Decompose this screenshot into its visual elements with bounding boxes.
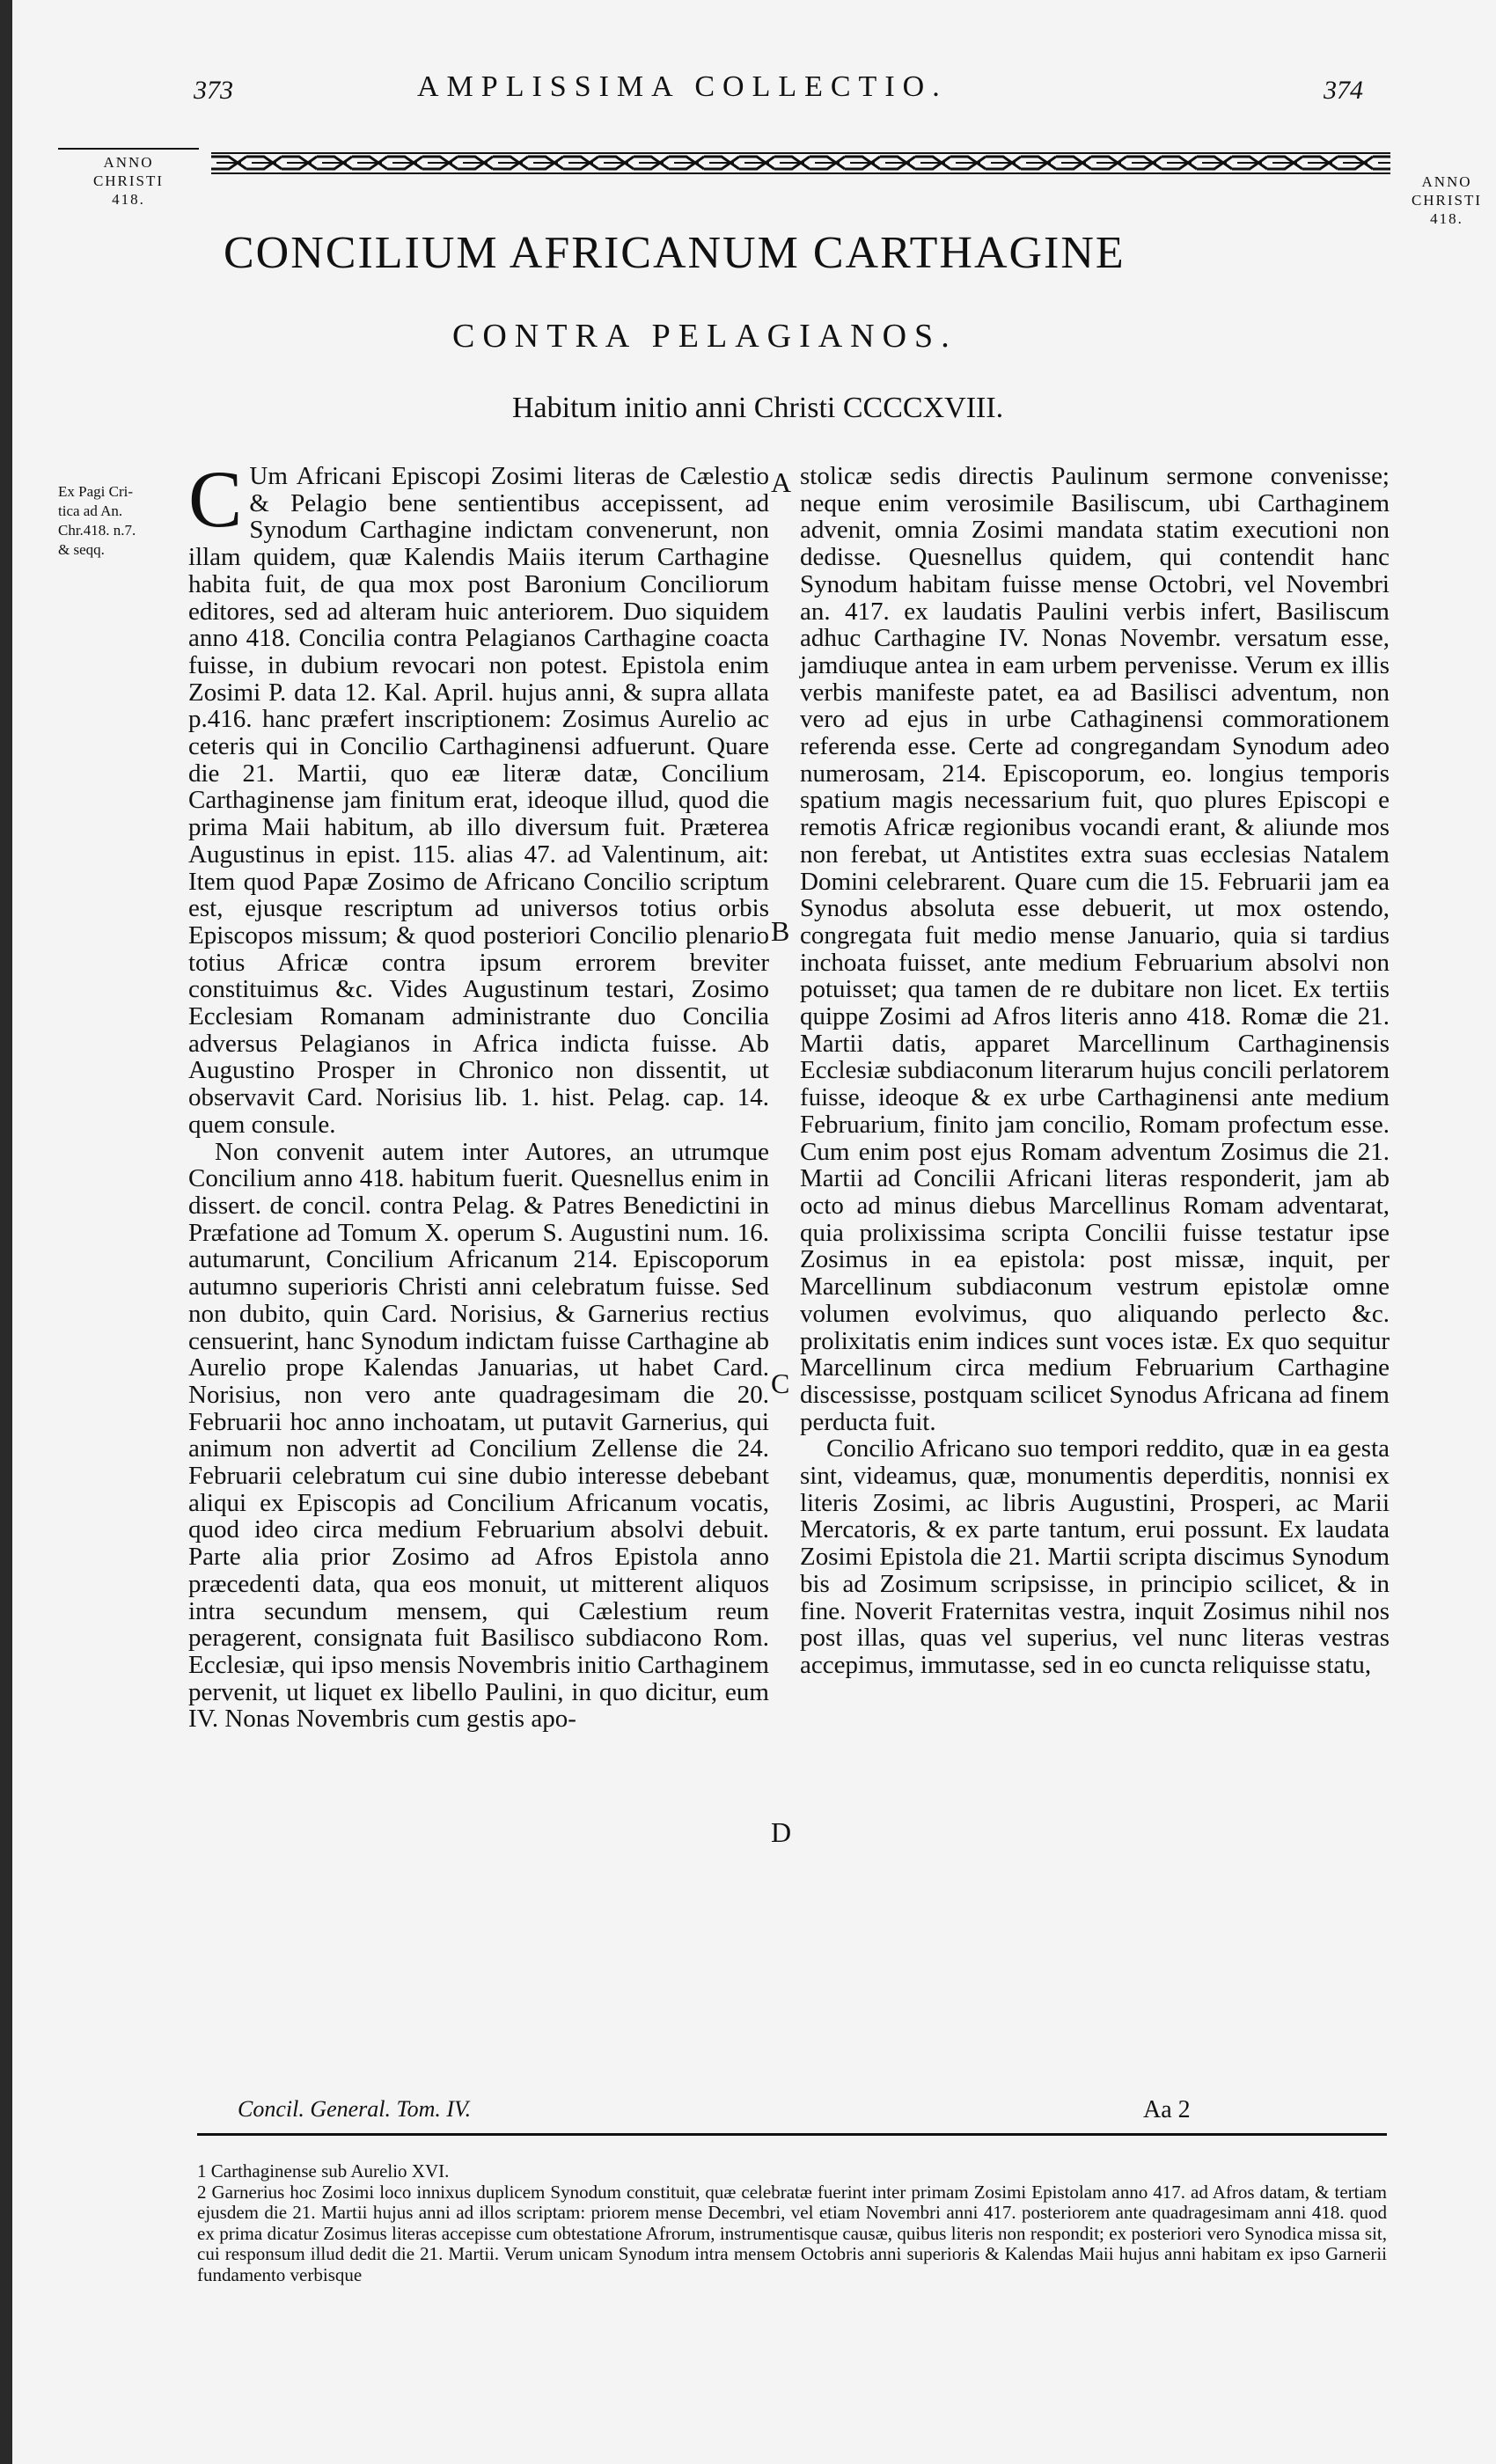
margin-letter-a: A xyxy=(771,466,792,498)
footnote-2: 2 Garnerius hoc Zosimi loco innixus duplicem Synodum constituit, quæ celebratæ fuerint inter primam Zosimi Epistolam anno 417. ad Afros datam, & tertiam ejusdem die 21. Martii hujus anni ad illos scriptam: priorem mense Decembri, vel etiam Novembri anni 417. posteriorem ante quadragesimam anni 418. quod ex prima dicatur Zosimus literas accepisse cum obtestatione Afrorum, instrumentisque causæ, quibus literis non respondit; ex posteriori vero Synodica missa sit, cui responsum illud dedit die 21. Martii. Verum unicam Synodum intra mensem Octobris anni superioris & Kalendas Maii hujus anni habitam ex ipso Garnerii fundamento verbisque xyxy=(197,2181,1387,2285)
anno-christi-left: ANNO CHRISTI 418. xyxy=(58,148,199,209)
footnote-rule xyxy=(197,2133,1387,2136)
document-page xyxy=(12,0,1496,2464)
header-ornament-rule xyxy=(211,151,1390,174)
left-paragraph-1: C Um Africani Episcopi Zosimi literas de Cælestio & Pelagio bene sentientibus accepissent, ad Synodum Carthagine indictam convenerunt, non illam quidem, quæ Kalendis Maiis iterum Carthagine habita fuit, de qua mox post Baronium Conciliorum editores, sed ad alteram huic anteriorem. Duo siquidem anno 418. Concilia contra Pelagianos Carthagine coacta fuisse, in dubium revocari non potest. Epistola enim Zosimi P. data 12. Kal. April. hujus anni, & supra allata p.416. hanc præfert inscriptionem: Zosimus Aurelio ac ceteris qui in Concilio Carthaginensi adfuerunt. Quare die 21. Martii, quo eæ literæ datæ, Concilium Carthaginense jam finitum erat, ideoque illud, quod die prima Maii habitum, ab illo diversum fuit. Præterea Augustinus in epist. 115. alias 47. ad Valentinum, ait: Item quod Papæ Zosimo de Africano Concilio scriptum est, ejusque rescriptum ad universos totius orbis Episcopos missum; & quod posteriori Concilio plenario totius Africæ contra ipsum errorem breviter constituimus &c. Vides Augustinum testari, Zosimo Ecclesiam Romanam administrante duo Concilia adversus Pelagianos in Africa indicta fuisse. Ab Augustino Prosper in Chronico non dissentit, ut observavit Card. Norisius lib. 1. hist. Pelag. cap. 14. quem consule. xyxy=(188,454,769,1139)
document-title: CONCILIUM AFRICANUM CARTHAGINE xyxy=(224,228,1126,278)
right-paragraph-2: Concilio Africano suo tempori reddito, quæ in ea gesta sint, videamus, quæ, monumentis deperditis, nonnisi ex literis Zosimi, ac libris Augustini, Prosperi, ac Marii Mercatoris, & ex parte tantum, erui possunt. Ex laudata Zosimi Epistola die 21. Martii scripta discimus Synodum bis ad Zosimum scripsisse, in principio scilicet, & in fine. Noverit Fraternitas vestra, inquit Zosimus nihil nos post illas, quas vel superius, vel nunc literas vestras accepimus, immutasse, sed in eo cuncta reliquisse statu, xyxy=(800,1434,1390,1679)
document-subtitle: CONTRA PELAGIANOS. xyxy=(452,318,957,355)
right-paragraph-1: stolicæ sedis directis Paulinum sermone convenisse; neque enim verosimile Basiliscum, ubi Carthaginem advenit, omnia Zosimi mandata statim executioni non dedisse. Quesnellus quidem, qui contendit hanc Synodum habitam fuisse mense Octobri, vel Novembri an. 417. ex laudatis Paulini verbis infert, Basiliscum adhuc Carthagine IV. Nonas Novembr. versatum esse, jamdiuque antea in eam urbem pervenisse. Verum ex illis verbis manifeste patet, ea ad Basilisci adventum, non vero ad ejus in urbe Cathaginensi commorationem referenda esse. Certe ad congregandam Synodum adeo numerosam, 214. Episcoporum, eo. longius temporis spatium magis necessarium fuit, quo plures Episcopi e remotis Africæ regionibus vocandi erant, & aliunde mos non ferebat, ut Antistites extra suas ecclesias Natalem Domini celebrarent. Quare cum die 15. Februarii jam ea Synodus absoluta esse debuerit, ut mox ostendo, congregata fuit medio mense Januario, quia si tardius inchoata fuisset, ante medium Februarium absolvi non potuisset; qua tamen de re dubitare non licet. Ex tertiis quippe Zosimi ad Afros literis anno 418. Romæ die 21. Martii datis, apparet Marcellinum Carthaginensis Ecclesiæ subdiaconum literarum hujus concili perlatorem fuisse, ideoque & ex urbe Carthaginensi ante medium Februarium, finito jam concilio, Romam profectum esse. Cum enim post ejus Romam adventum Zosimus die 21. Martii ad Concilii Africani literas responderit, jam ab octo ad minus diebus Marcellinus Romam adventarat, quia prolixissima scripta Concilii fuisse testatur ipse Zosimus in ea epistola: post missæ, inquit, per Marcellinum subdiaconum vestrum epistolæ omne volumen evolvimus, quo aliquando perlecto &c. prolixitatis enim indices sunt voces istæ. Ex quo sequitur Marcellinum circa medium Februarium Carthagine discessisse, postquam scilicet Synodus Africana ad finem perducta fuit. xyxy=(800,462,1390,1436)
drop-cap: C xyxy=(188,454,243,544)
margin-note: Ex Pagi Cri- tica ad An. Chr.418. n.7. & seqq. xyxy=(58,483,136,558)
margin-letter-d: D xyxy=(771,1816,792,1848)
volume-footer: Concil. General. Tom. IV. xyxy=(238,2096,472,2122)
page-number-right: 374 xyxy=(1324,76,1363,105)
signature-mark: Aa 2 xyxy=(1143,2096,1191,2123)
scan-left-edge xyxy=(0,0,12,2464)
running-title: AMPLISSIMA COLLECTIO. xyxy=(417,70,948,103)
page-number-left: 373 xyxy=(194,76,233,105)
right-text-column xyxy=(800,463,1390,1679)
anno-christi-right: ANNO CHRISTI 418. xyxy=(1411,173,1483,227)
margin-letter-b: B xyxy=(771,915,790,947)
footnotes xyxy=(197,2161,1387,2285)
margin-letter-c: C xyxy=(771,1368,790,1399)
left-text-column xyxy=(188,454,769,1734)
footnote-1: 1 Carthaginense sub Aurelio XVI. xyxy=(197,2160,450,2182)
habitum-heading: Habitum initio anni Christi CCCCXVIII. xyxy=(512,392,1004,424)
left-paragraph-2: Non convenit autem inter Autores, an utrumque Concilium anno 418. habitum fuerit. Quesnellus enim in dissert. de concil. contra Pelag. & Patres Benedictini in Præfatione ad Tomum X. operum S. Augustini num. 16. autumarunt, Concilium Africanum 214. Episcoporum autumno superioris Christi anni celebratum fuisse. Sed non dubito, quin Card. Norisius, & Garnerius rectius censuerint, hanc Synodum indictam fuisse Carthagine ab Aurelio prope Kalendas Januarias, ut habet Card. Norisius, non vero ante quadragesimam die 20. Februarii hoc anno inchoatam, ut putavit Garnerius, qui animum non advertit ad Concilium Zellense die 24. Februarii celebratum cui sine dubio interesse debebant aliqui ex Episcopis ad Concilium Africanum vocatis, quod ideo circa medium Februarium absolvi debuit. Parte alia prior Zosimo ad Afros Epistola anno præcedenti data, qua eos monuit, ut mitterent aliquos intra secundum mensem, qui Cælestium reum peragerent, consignata fuit Basilisco subdiacono Rom. Ecclesiæ, qui ipso mensis Novembris initio Carthaginem pervenit, ut liquet ex libello Paulini, in quo dicitur, eum IV. Nonas Novembris cum gestis apo- xyxy=(188,1137,769,1734)
